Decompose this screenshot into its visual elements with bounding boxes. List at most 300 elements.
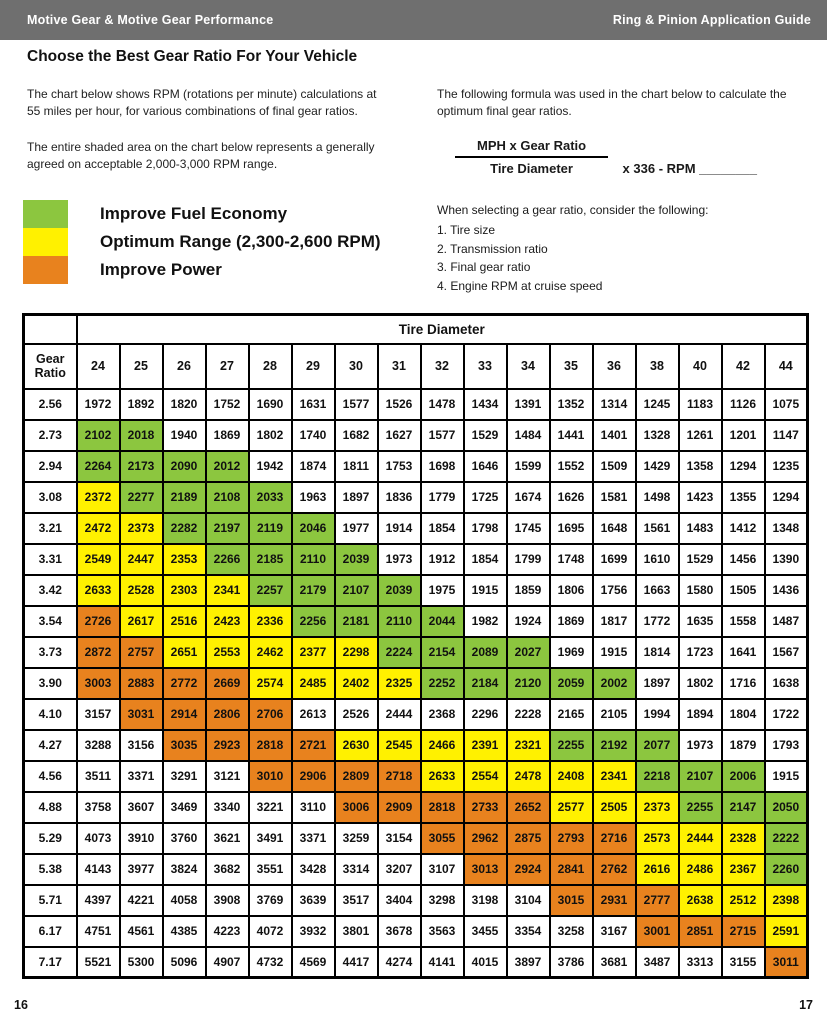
rpm-cell: 1973: [679, 730, 722, 761]
rpm-cell: 3897: [507, 947, 550, 978]
rpm-cell: 2818: [421, 792, 464, 823]
gear-ratio-cell: 4.27: [24, 730, 77, 761]
rpm-cell: 1894: [679, 699, 722, 730]
rpm-cell: 3259: [335, 823, 378, 854]
rpm-cell: 1245: [636, 389, 679, 420]
table-row-3.54: [24, 606, 808, 637]
formula-numerator: MPH x Gear Ratio: [455, 138, 608, 158]
gear-ratio-cell: 5.38: [24, 854, 77, 885]
rpm-cell: 2018: [120, 420, 163, 451]
rpm-cell: 4417: [335, 947, 378, 978]
consideration-item: 2. Transmission ratio: [437, 241, 548, 256]
rpm-cell: 2872: [77, 637, 120, 668]
rpm-cell: 1752: [206, 389, 249, 420]
rpm-cell: 2266: [206, 544, 249, 575]
rpm-cell: 2462: [249, 637, 292, 668]
rpm-cell: 2875: [507, 823, 550, 854]
rpm-cell: 1434: [464, 389, 507, 420]
tire-diameter-col-42: 42: [722, 344, 765, 389]
rpm-cell: 1348: [765, 513, 808, 544]
gear-ratio-cell: 3.21: [24, 513, 77, 544]
tire-diameter-header: Tire Diameter: [77, 315, 808, 344]
rpm-cell: 1854: [464, 544, 507, 575]
rpm-cell: 2721: [292, 730, 335, 761]
rpm-cell: 2716: [593, 823, 636, 854]
rpm-cell: 1552: [550, 451, 593, 482]
rpm-cell: 2793: [550, 823, 593, 854]
rpm-cell: 1401: [593, 420, 636, 451]
rpm-cell: 3801: [335, 916, 378, 947]
rpm-cell: 3314: [335, 854, 378, 885]
rpm-cell: 3760: [163, 823, 206, 854]
tire-diameter-col-40: 40: [679, 344, 722, 389]
rpm-cell: 2398: [765, 885, 808, 916]
rpm-cell: 5521: [77, 947, 120, 978]
rpm-cell: 1836: [378, 482, 421, 513]
rpm-cell: 2353: [163, 544, 206, 575]
rpm-cell: 1126: [722, 389, 765, 420]
rpm-cell: 2089: [464, 637, 507, 668]
rpm-cell: 2147: [722, 792, 765, 823]
rpm-cell: 1577: [335, 389, 378, 420]
rpm-cell: 2336: [249, 606, 292, 637]
rpm-cell: 1798: [464, 513, 507, 544]
rpm-cell: 2616: [636, 854, 679, 885]
rpm-cell: 2733: [464, 792, 507, 823]
rpm-cell: 1391: [507, 389, 550, 420]
rpm-cell: 3455: [464, 916, 507, 947]
rpm-cell: 1561: [636, 513, 679, 544]
rpm-cell: 3371: [120, 761, 163, 792]
rpm-cell: 2516: [163, 606, 206, 637]
gear-ratio-cell: 5.29: [24, 823, 77, 854]
rpm-cell: 3340: [206, 792, 249, 823]
rpm-cell: 1201: [722, 420, 765, 451]
rpm-cell: 2368: [421, 699, 464, 730]
rpm-cell: 4221: [120, 885, 163, 916]
rpm-cell: 3003: [77, 668, 120, 699]
intro-paragraph: The chart below shows RPM (rotations per minute) calculations at 55 miles per hour, for various combinations of final gear ratios.: [27, 87, 377, 119]
rpm-cell: 1610: [636, 544, 679, 575]
rpm-cell: 1663: [636, 575, 679, 606]
rpm-cell: 3258: [550, 916, 593, 947]
rpm-cell: 2762: [593, 854, 636, 885]
rpm-cell: 4015: [464, 947, 507, 978]
rpm-cell: 1942: [249, 451, 292, 482]
rpm-cell: 1567: [765, 637, 808, 668]
rpm-cell: 4569: [292, 947, 335, 978]
rpm-cell: 3154: [378, 823, 421, 854]
rpm-cell: 3013: [464, 854, 507, 885]
rpm-cell: 3551: [249, 854, 292, 885]
rpm-cell: 1429: [636, 451, 679, 482]
table-row-5.29: [24, 823, 808, 854]
rpm-cell: 2012: [206, 451, 249, 482]
rpm-cell: 1423: [679, 482, 722, 513]
rpm-cell: 2192: [593, 730, 636, 761]
color-legend: [23, 200, 381, 284]
right-text-column: [437, 86, 817, 139]
rpm-cell: 2181: [335, 606, 378, 637]
tire-diameter-col-29: 29: [292, 344, 335, 389]
rpm-cell: 1478: [421, 389, 464, 420]
rpm-cell: 2006: [722, 761, 765, 792]
considerations-list: [437, 203, 817, 295]
rpm-cell: 1994: [636, 699, 679, 730]
page-title: Choose the Best Gear Ratio For Your Vehicle: [27, 48, 358, 65]
rpm-cell: 2325: [378, 668, 421, 699]
table-row-3.21: [24, 513, 808, 544]
tire-diameter-col-28: 28: [249, 344, 292, 389]
rpm-cell: 1915: [765, 761, 808, 792]
table-row-3.90: [24, 668, 808, 699]
tire-diameter-col-30: 30: [335, 344, 378, 389]
rpm-cell: 1772: [636, 606, 679, 637]
rpm-cell: 2277: [120, 482, 163, 513]
gear-ratio-cell: 7.17: [24, 947, 77, 978]
rpm-cell: 1294: [765, 482, 808, 513]
rpm-cell: 1969: [550, 637, 593, 668]
rpm-cell: 1722: [765, 699, 808, 730]
rpm-cell: 2184: [464, 668, 507, 699]
rpm-cell: 2718: [378, 761, 421, 792]
tire-diameter-col-33: 33: [464, 344, 507, 389]
rpm-cell: 3681: [593, 947, 636, 978]
rpm-cell: 2050: [765, 792, 808, 823]
table-row-3.31: [24, 544, 808, 575]
gear-ratio-cell: 3.90: [24, 668, 77, 699]
rpm-cell: 1859: [507, 575, 550, 606]
rpm-cell: 1695: [550, 513, 593, 544]
gear-ratio-cell: 2.56: [24, 389, 77, 420]
rpm-cell: 3678: [378, 916, 421, 947]
legend-label: Improve Power: [100, 260, 222, 279]
table-row-2.73: [24, 420, 808, 451]
rpm-cell: 2851: [679, 916, 722, 947]
rpm-cell: 2726: [77, 606, 120, 637]
rpm-cell: 2059: [550, 668, 593, 699]
rpm-cell: 2120: [507, 668, 550, 699]
rpm-cell: 1915: [593, 637, 636, 668]
rpm-cell: 2617: [120, 606, 163, 637]
rpm-cell: 2630: [335, 730, 378, 761]
rpm-cell: 2256: [292, 606, 335, 637]
rpm-cell: 2423: [206, 606, 249, 637]
rpm-cell: 2264: [77, 451, 120, 482]
table-row-3.08: [24, 482, 808, 513]
rpm-cell: 1912: [421, 544, 464, 575]
rpm-cell: 1879: [722, 730, 765, 761]
rpm-cell: 2777: [636, 885, 679, 916]
rpm-cell: 2173: [120, 451, 163, 482]
rpm-cell: 1390: [765, 544, 808, 575]
rpm-cell: 2107: [679, 761, 722, 792]
rpm-cell: 4397: [77, 885, 120, 916]
rpm-cell: 2224: [378, 637, 421, 668]
rpm-cell: 1682: [335, 420, 378, 451]
rpm-cell: 2472: [77, 513, 120, 544]
rpm-cell: 1412: [722, 513, 765, 544]
legend-swatch-o: [23, 256, 68, 284]
rpm-cell: 2298: [335, 637, 378, 668]
rpm-cell: 2545: [378, 730, 421, 761]
rpm-cell: 2255: [550, 730, 593, 761]
rpm-cell: 4223: [206, 916, 249, 947]
rpm-cell: 1648: [593, 513, 636, 544]
table-row-4.10: [24, 699, 808, 730]
rpm-cell: 3104: [507, 885, 550, 916]
rpm-cell: 2914: [163, 699, 206, 730]
rpm-cell: 1814: [636, 637, 679, 668]
rpm-cell: 2809: [335, 761, 378, 792]
rpm-cell: 2110: [378, 606, 421, 637]
rpm-cell: 1627: [378, 420, 421, 451]
rpm-cell: 3155: [722, 947, 765, 978]
rpm-cell: 3207: [378, 854, 421, 885]
header-left-title: Motive Gear & Motive Gear Performance: [27, 13, 274, 27]
rpm-cell: 2651: [163, 637, 206, 668]
formula-suffix: x 336 - RPM ________: [622, 161, 757, 177]
rpm-cell: 3932: [292, 916, 335, 947]
rpm-cell: 2574: [249, 668, 292, 699]
rpm-cell: 1328: [636, 420, 679, 451]
rpm-cell: 1793: [765, 730, 808, 761]
rpm-cell: 2638: [679, 885, 722, 916]
rpm-cell: 5300: [120, 947, 163, 978]
rpm-cell: 2039: [378, 575, 421, 606]
rpm-cell: 2102: [77, 420, 120, 451]
legend-row: [23, 200, 381, 228]
left-text-column: [27, 86, 392, 192]
rpm-cell: 3354: [507, 916, 550, 947]
legend-row: [23, 228, 381, 256]
rpm-cell: 1626: [550, 482, 593, 513]
rpm-cell: 2296: [464, 699, 507, 730]
rpm-cell: 1982: [464, 606, 507, 637]
rpm-cell: 1456: [722, 544, 765, 575]
rpm-cell: 2715: [722, 916, 765, 947]
rpm-cell: 2526: [335, 699, 378, 730]
rpm-cell: 1756: [593, 575, 636, 606]
rpm-cell: 1674: [507, 482, 550, 513]
rpm-cell: 2046: [292, 513, 335, 544]
rpm-cell: 2197: [206, 513, 249, 544]
rpm-cell: 1779: [421, 482, 464, 513]
tire-diameter-col-31: 31: [378, 344, 421, 389]
rpm-cell: 1581: [593, 482, 636, 513]
rpm-cell: 1646: [464, 451, 507, 482]
legend-label: Improve Fuel Economy: [100, 204, 288, 223]
rpm-cell: 3977: [120, 854, 163, 885]
rpm-cell: 2391: [464, 730, 507, 761]
rpm-cell: 2303: [163, 575, 206, 606]
rpm-cell: 4561: [120, 916, 163, 947]
rpm-cell: 2485: [292, 668, 335, 699]
rpm-cell: 1973: [378, 544, 421, 575]
table-row-4.88: [24, 792, 808, 823]
rpm-cell: 2466: [421, 730, 464, 761]
rpm-cell: 3621: [206, 823, 249, 854]
rpm-cell: 2553: [206, 637, 249, 668]
rpm-cell: 2486: [679, 854, 722, 885]
rpm-cell: 2924: [507, 854, 550, 885]
rpm-cell: 3428: [292, 854, 335, 885]
rpm-cell: 3682: [206, 854, 249, 885]
rpm-cell: 1892: [120, 389, 163, 420]
rpm-cell: 2883: [120, 668, 163, 699]
gear-ratio-cell: 3.73: [24, 637, 77, 668]
rpm-cell: 2806: [206, 699, 249, 730]
gear-ratio-cell: 2.73: [24, 420, 77, 451]
rpm-cell: 3563: [421, 916, 464, 947]
rpm-cell: 1874: [292, 451, 335, 482]
rpm-cell: 3006: [335, 792, 378, 823]
rpm-cell: 2633: [421, 761, 464, 792]
rpm-cell: 1599: [507, 451, 550, 482]
rpm-cell: 2444: [679, 823, 722, 854]
rpm-cell: 1441: [550, 420, 593, 451]
gear-ratio-cell: 6.17: [24, 916, 77, 947]
rpm-cell: 3010: [249, 761, 292, 792]
rpm-cell: 1977: [335, 513, 378, 544]
rpm-cell: 3035: [163, 730, 206, 761]
rpm-cell: 2108: [206, 482, 249, 513]
table-row-5.38: [24, 854, 808, 885]
rpm-cell: 1075: [765, 389, 808, 420]
table-row-3.73: [24, 637, 808, 668]
tire-diameter-col-44: 44: [765, 344, 808, 389]
rpm-cell: 2373: [636, 792, 679, 823]
rpm-cell: 4058: [163, 885, 206, 916]
rpm-cell: 1854: [421, 513, 464, 544]
rpm-cell: 1716: [722, 668, 765, 699]
rpm-cell: 1484: [507, 420, 550, 451]
table-corner-cell: [24, 315, 77, 344]
rpm-cell: 1723: [679, 637, 722, 668]
table-row-4.56: [24, 761, 808, 792]
table-row-3.42: [24, 575, 808, 606]
rpm-cell: 2179: [292, 575, 335, 606]
rpm-cell: 3491: [249, 823, 292, 854]
rpm-cell: 2228: [507, 699, 550, 730]
tire-diameter-col-36: 36: [593, 344, 636, 389]
page-number-left: 16: [14, 998, 28, 1012]
gear-ratio-cell: 3.08: [24, 482, 77, 513]
rpm-cell: 2757: [120, 637, 163, 668]
rpm-cell: 1235: [765, 451, 808, 482]
rpm-cell: 1972: [77, 389, 120, 420]
rpm-cell: 2341: [593, 761, 636, 792]
rpm-cell: 2931: [593, 885, 636, 916]
rpm-cell: 3157: [77, 699, 120, 730]
rpm-cell: 2110: [292, 544, 335, 575]
rpm-cell: 2033: [249, 482, 292, 513]
rpm-cell: 3055: [421, 823, 464, 854]
rpm-cell: 3107: [421, 854, 464, 885]
rpm-cell: 2818: [249, 730, 292, 761]
rpm-cell: 2039: [335, 544, 378, 575]
rpm-cell: 2077: [636, 730, 679, 761]
rpm-cell: 1529: [679, 544, 722, 575]
rpm-cell: 2372: [77, 482, 120, 513]
rpm-cell: 1963: [292, 482, 335, 513]
rpm-cell: 2154: [421, 637, 464, 668]
rpm-cell: 4274: [378, 947, 421, 978]
rpm-cell: 1505: [722, 575, 765, 606]
rpm-cell: 1558: [722, 606, 765, 637]
rpm-cell: 1498: [636, 482, 679, 513]
rpm-cell: 1897: [335, 482, 378, 513]
rpm-cell: 2549: [77, 544, 120, 575]
rpm-cell: 1869: [206, 420, 249, 451]
gear-ratio-cell: 3.31: [24, 544, 77, 575]
rpm-cell: 2402: [335, 668, 378, 699]
rpm-cell: 2260: [765, 854, 808, 885]
tire-diameter-col-35: 35: [550, 344, 593, 389]
gear-ratio-cell: 5.71: [24, 885, 77, 916]
rpm-cell: 2478: [507, 761, 550, 792]
rpm-cell: 1802: [249, 420, 292, 451]
legend-label: Optimum Range (2,300-2,600 RPM): [100, 232, 381, 251]
gear-ratio-cell: 3.54: [24, 606, 77, 637]
rpm-cell: 2255: [679, 792, 722, 823]
rpm-cell: 2505: [593, 792, 636, 823]
tire-diameter-col-38: 38: [636, 344, 679, 389]
rpm-cell: 1631: [292, 389, 335, 420]
rpm-cell: 3824: [163, 854, 206, 885]
rpm-cell: 2528: [120, 575, 163, 606]
rpm-cell: 2165: [550, 699, 593, 730]
rpm-cell: 2652: [507, 792, 550, 823]
rpm-cell: 3313: [679, 947, 722, 978]
rpm-cell: 3198: [464, 885, 507, 916]
rpm-cell: 2962: [464, 823, 507, 854]
rpm-cell: 3110: [292, 792, 335, 823]
table-row-2.94: [24, 451, 808, 482]
rpm-cell: 3639: [292, 885, 335, 916]
rpm-cell: 3404: [378, 885, 421, 916]
rpm-cell: 1358: [679, 451, 722, 482]
rpm-cell: 1725: [464, 482, 507, 513]
rpm-cell: 2367: [722, 854, 765, 885]
rpm-cell: 3011: [765, 947, 808, 978]
rpm-cell: 1753: [378, 451, 421, 482]
rpm-cell: 2341: [206, 575, 249, 606]
rpm-cell: 1802: [679, 668, 722, 699]
formula-intro-paragraph: The following formula was used in the chart below to calculate the optimum final gear ratios.: [437, 87, 787, 119]
rpm-cell: 4907: [206, 947, 249, 978]
rpm-cell: 2447: [120, 544, 163, 575]
rpm-cell: 3015: [550, 885, 593, 916]
tire-diameter-col-26: 26: [163, 344, 206, 389]
header-right-title: Ring & Pinion Application Guide: [612, 13, 811, 27]
rpm-cell: 4072: [249, 916, 292, 947]
table-row-7.17: [24, 947, 808, 978]
legend-swatch-y: [23, 228, 68, 256]
rpm-cell: 1914: [378, 513, 421, 544]
rpm-cell: 3371: [292, 823, 335, 854]
rpm-cell: 1147: [765, 420, 808, 451]
rpm-cell: 1529: [464, 420, 507, 451]
rpm-cell: 1915: [464, 575, 507, 606]
rpm-cell: 1641: [722, 637, 765, 668]
rpm-cell: 1698: [421, 451, 464, 482]
formula-denominator: Tire Diameter: [490, 161, 573, 176]
rpm-cell: 1811: [335, 451, 378, 482]
tire-diameter-col-24: 24: [77, 344, 120, 389]
rpm-cell: 2189: [163, 482, 206, 513]
table-row-5.71: [24, 885, 808, 916]
